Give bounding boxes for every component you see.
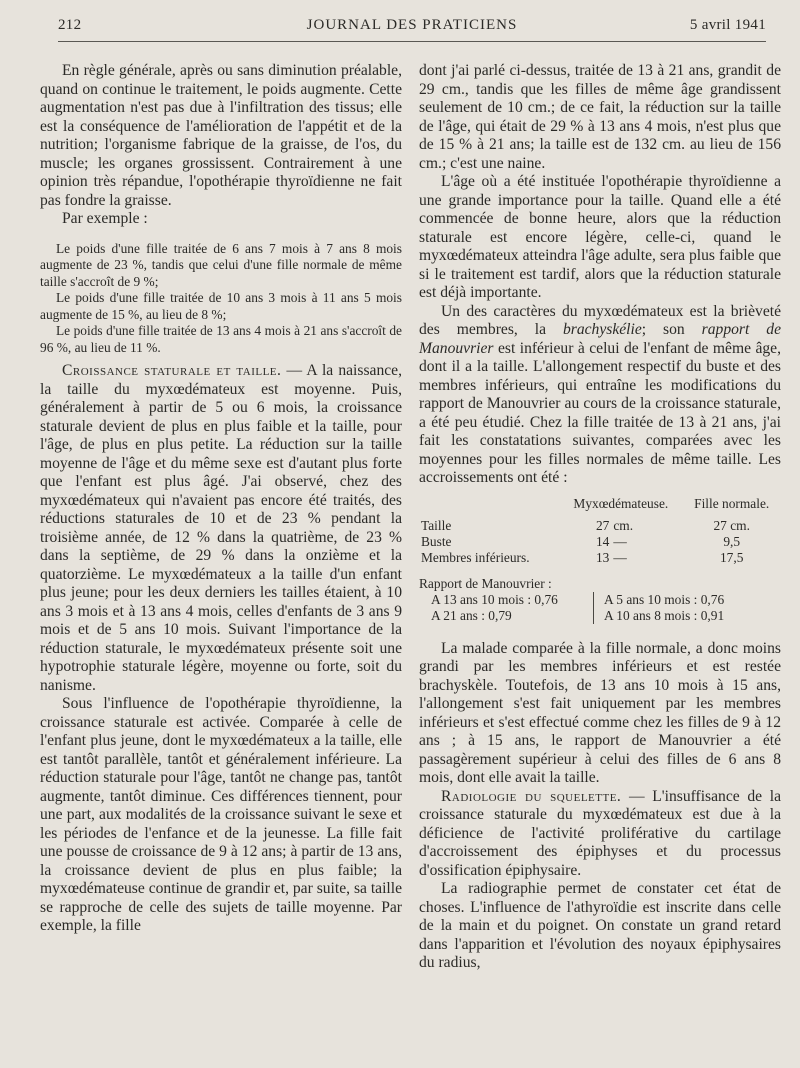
paragraph-radiography: La radiographie permet de constater cet état de choses. L'influence de l'athyroïdie est inscrite dans celle de la main et du poignet. On constate un grand retard dans l'apparition et l'évolution des noyaux épiphysaires du radius, — [419, 880, 781, 971]
paragraph-example-intro: Par exemple : — [62, 210, 148, 227]
page-header — [58, 17, 766, 39]
manouvrier-ratios — [419, 576, 781, 624]
table-row: Buste 14 — 9,5 — [421, 533, 741, 549]
paragraph-weight-gain: En règle générale, après ou sans diminution préalable, quand on continue le traitement, le poids augmente. Cette augmentation n'est pas due à l'infiltration des tissus; elle est la conséquence de l'amélioration de l'appétit et de la nutrition; l'organisme fabrique de la graisse, de l'os, du muscle; les organes grossissent. Contrairement à une opinion très répandue, l'opothérapie thyroïdienne ne fait pas fondre la graisse. — [40, 62, 402, 209]
ratio-title: Rapport de Manouvrier : — [419, 575, 552, 591]
paragraph-radiology: Radiologie du squelette. — L'insuffisance de la croissance staturale du myxœdémateux est due à la déficience de l'activité proliférative du cartilage d'accroissement des épiphyses et du processus d'ossification épiphysaire. — [419, 787, 781, 879]
right-column — [419, 62, 781, 973]
paragraph-opotherapy: Sous l'influence de l'opothérapie thyroïdienne, la croissance staturale est activée. Comparée à celle de l'enfant plus jeune, dont le myxœdémateux a la taille, elle est tantôt parallèle, tantôt et généralement inférieure. La réduction staturale pour l'âge, tantôt ne change pas, tantôt augmente, tantôt diminue. Ces différences tiennent, pour une part, aux modalités de la croissance suivant le sexe et les périodes de l'enfance et de la jeunesse. La fille fait une pousse de croissance de 9 à 12 ans; à partir de 13 ans, la croissance devient de plus en plus faible; la myxœdémateuse continue de grandir et, par suite, sa taille se rapproche de celle des sujets de taille moyenne. Par exemple, la fille — [40, 695, 402, 934]
paragraph-age-importance: L'âge où a été instituée l'opothérapie thyroïdienne a une grande importance pour la taille. Quand elle a été commencée de bonne heure, alors que la réduction staturale est encore légère, celle-ci, quand le myxœdémateux atteindra l'âge adulte, sera plus faible que si le traitement est tardif, alors que la réduction staturale est déjà importante. — [419, 173, 781, 301]
ratio-row: A 13 ans 10 mois : 0,76 A 5 ans 10 mois : 0,76 — [419, 592, 781, 608]
issue-date: 5 avril 1941 — [689, 17, 766, 33]
journal-title: JOURNAL DES PRATICIENS — [306, 17, 518, 33]
weight-examples — [40, 241, 402, 357]
paragraph-growth: Croissance staturale et taille. — A la naissance, la taille du myxœdémateux est moyenne. Puis, généralement à partir de 5 ou 6 mois, la croissance staturale devient de plus en plus faible et la taille, pour l'âge, de plus en plus petite. La réduction sur la taille moyenne de l'âge et du même sexe est d'autant plus forte que l'enfant est plus âgé. J'ai observé, chez des myxœdémateux qui n'avaient pas encore été traités, des réductions staturales de 10 et de 23 % pendant la troisième année, de 12 % dans la quatrième, de 23 % dans la septième, de 29 % dans la onzième et la quatorzième. Le myxœdémateux a la taille d'un enfant plus jeune; pour les deux derniers les tailles étaient, à 10 ans 3 mois et à 13 ans 4 mois, celles d'enfants de 3 ans 9 mois et de 5 ans 10 mois. Suivant l'importance de la réduction staturale, le myxœdémateux présente soit une hypotrophie staturale légère, moyenne ou forte, soit du nanisme. — [40, 362, 402, 694]
growth-table — [419, 496, 781, 566]
example-item: Le poids d'une fille traitée de 6 ans 7 mois à 7 ans 8 mois augmente de 23 %, tandis que celui d'une fille normale de même taille s'accroît de 9 %; — [40, 240, 402, 289]
paragraph-comparison: La malade comparée à la fille normale, a donc moins grandi par les membres inférieurs et est restée brachyskèle. Toutefois, de 13 ans 10 mois à 15 ans, l'allongement s'est fait uniquement par les membres inférieurs et s'est effectué comme chez les filles de 9 à 12 ans ; à 15 ans, le rapport de Manouvrier a été passagèrement supérieur à celui des filles de 6 ans 8 mois, dont elle avait la taille. — [419, 639, 781, 786]
paragraph-brachyskelie: Un des caractères du myxœdémateux est la brièveté des membres, la brachyskélie; son rapport de Manouvrier est inférieur à celui de l'enfant de même âge, dont il a la taille. L'allongement respectif du buste et des membres inférieurs, qui entraîne les modifications du rapport de Manouvrier au cours de la croissance staturale, a été peu étudié. Chez la fille traitée de 13 à 21 ans, j'ai fait les constatations suivantes, comparées avec les moyennes pour les filles normales de même taille. Les accroissements ont été : — [419, 302, 781, 486]
example-item: Le poids d'une fille traitée de 10 ans 3 mois à 11 ans 5 mois augmente de 15 %, au lieu de 8 %; — [40, 290, 402, 322]
ratio-row: A 21 ans : 0,79 A 10 ans 8 mois : 0,91 — [419, 608, 781, 624]
paragraph-continuation: dont j'ai parlé ci-dessus, traitée de 13 à 21 ans, grandit de 29 cm., tandis que les filles de même âge grandissent seulement de 10 cm.; de ce fait, la réduction sur la taille de l'âge, qui était de 29 % à 13 ans 4 mois, n'est plus que de 15 % à 21 ans; la taille est de 132 cm. au lieu de 156 cm.; c'est une naine. — [419, 62, 781, 172]
table-header-fille-normale: Fille normale. — [694, 495, 770, 511]
section-heading-radiology: Radiologie du squelette. — [441, 787, 622, 805]
page-number: 212 — [58, 17, 82, 33]
table-header-myxoedemateuse: Myxœdémateuse. — [573, 495, 669, 511]
table-row: Taille 27 cm. 27 cm. — [421, 517, 750, 533]
left-column — [40, 62, 402, 936]
section-heading-growth: Croissance staturale et taille. — [62, 362, 282, 379]
table-row: Membres inférieurs. 13 — 17,5 — [421, 549, 744, 565]
example-item: Le poids d'une fille traitée de 13 ans 4 mois à 21 ans s'accroît de 96 %, au lieu de 11 %. — [40, 323, 402, 355]
header-rule — [58, 41, 766, 42]
